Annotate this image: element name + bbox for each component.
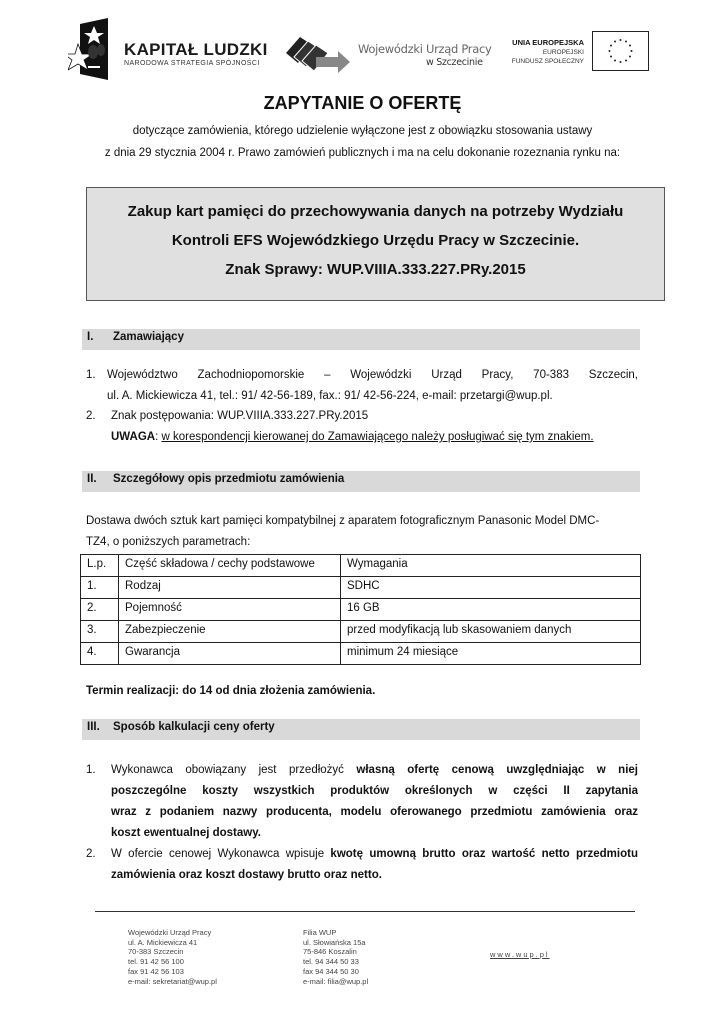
pricing-item-1-line-4: koszt ewentualnej dostawy.	[111, 827, 261, 839]
eu-flag-icon	[592, 31, 649, 71]
cell-lp: 3.	[81, 621, 119, 643]
pricing-item-2-plain: W ofercie cenowej Wykonawca wpisuje	[111, 848, 331, 860]
wup-subtitle: w Szczecinie	[426, 57, 483, 68]
section-number: II.	[87, 473, 97, 485]
pricing-item-1-line-3: wraz z podaniem nazwy producenta, modelu oferowanego przedmiotu zamówienia oraz	[111, 806, 638, 818]
list-item-number: 2.	[86, 848, 96, 860]
table-header-row	[81, 555, 641, 577]
pricing-item-1-plain: Wykonawca obowiązany jest przedłożyć	[111, 764, 357, 776]
note-label: UWAGA	[111, 431, 156, 443]
note	[111, 431, 594, 443]
subject-box	[86, 187, 665, 301]
description-line-1: Dostawa dwóch sztuk kart pamięci kompatybilnej z aparatem fotograficznym Panasonic Model DMC-	[86, 515, 600, 527]
cell-component: Rodzaj	[119, 577, 341, 599]
wup-title: Wojewódzki Urząd Pracy	[358, 42, 492, 56]
list-item-number: 2.	[86, 410, 96, 422]
section-number: III.	[87, 721, 100, 733]
footer-email: e-mail: filia@wup.pl	[303, 976, 369, 986]
eu-subtitle-1: EUROPEJSKI	[542, 49, 584, 56]
footer-line: fax 91 42 56 103	[128, 966, 184, 976]
cell-requirement: przed modyfikacją lub skasowaniem danych	[341, 621, 641, 643]
header-component: Część składowa / cechy podstawowe	[119, 555, 341, 577]
footer-divider	[95, 911, 635, 912]
contracting-authority-line-1: Województwo Zachodniopomorskie – Wojewódzki Urząd Pracy, 70-383 Szczecin,	[107, 369, 638, 381]
cell-lp: 4.	[81, 643, 119, 665]
kapital-ludzki-subtitle: NARODOWA STRATEGIA SPÓJNOŚCI	[124, 60, 260, 67]
note-text: w korespondencji kierowanej do Zamawiającego należy posługiwać się tym znakiem.	[161, 431, 594, 443]
section-header-kalkulacja	[82, 719, 640, 740]
section-number: I.	[87, 331, 94, 343]
footer-address-koszalin	[303, 928, 368, 986]
table-row	[81, 621, 641, 643]
note-separator: :	[155, 431, 162, 443]
pricing-item-1-bold: własną ofertę cenową uwzględniając w niej	[356, 764, 638, 776]
table-row	[81, 643, 641, 665]
footer-address-szczecin	[128, 928, 217, 986]
header-requirements: Wymagania	[341, 555, 641, 577]
wup-logo-icon	[286, 33, 352, 75]
intro-line-1: dotyczące zamówienia, którego udzielenie wyłączone jest z obowiązku stosowania ustawy	[132, 125, 593, 137]
section-label: Szczegółowy opis przedmiotu zamówienia	[113, 473, 345, 485]
footer-line: tel. 91 42 56 100	[128, 957, 184, 967]
pricing-item-1-line-2: poszczególne koszty wszystkich produktów określonych w części II zapytania	[111, 785, 638, 797]
intro-line-2: z dnia 29 stycznia 2004 r. Prawo zamówień publicznych i ma na celu dokonanie rozeznania rynku na:	[104, 147, 621, 159]
cell-component: Zabezpieczenie	[119, 621, 341, 643]
section-label: Zamawiający	[113, 331, 184, 343]
pricing-item-2-line-2: zamówienia oraz koszt dostawy brutto oraz netto.	[111, 869, 382, 881]
subject-line-1: Zakup kart pamięci do przechowywania danych na potrzeby Wydziału	[127, 203, 624, 220]
cell-lp: 2.	[81, 599, 119, 621]
footer-line: ul. A. Mickiewicza 41	[128, 937, 198, 947]
kapital-ludzki-title: KAPITAŁ LUDZKI	[124, 40, 268, 59]
cell-component: Gwarancja	[119, 643, 341, 665]
header-lp: L.p.	[81, 555, 119, 577]
kapital-ludzki-logo-icon	[68, 18, 118, 80]
pricing-item-1-line-1	[111, 764, 638, 776]
description-line-2: TZ4, o poniższych parametrach:	[86, 536, 251, 548]
delivery-deadline: Termin realizacji: do 14 od dnia złożenia zamówienia.	[86, 685, 376, 697]
footer-line: Filia WUP	[303, 928, 337, 937]
footer-line: 70-383 Szczecin	[128, 947, 184, 957]
footer-email: e-mail: sekretariat@wup.pl	[128, 976, 217, 986]
cell-requirement: SDHC	[341, 577, 641, 599]
table-row	[81, 599, 641, 621]
pricing-item-2-line-1	[111, 848, 638, 860]
pricing-item-2-bold: kwotę umowną brutto oraz wartość netto przedmiotu	[330, 848, 638, 860]
cell-component: Pojemność	[119, 599, 341, 621]
list-item-number: 1.	[86, 764, 96, 776]
footer-line: tel. 94 344 50 33	[303, 957, 359, 967]
contracting-authority-line-2: ul. A. Mickiewicza 41, tel.: 91/ 42-56-189, fax.: 91/ 42-56-224, e-mail: przetargi@wup.pl.	[107, 390, 553, 402]
page-title: ZAPYTANIE O OFERTĘ	[263, 93, 462, 113]
subject-line-2: Kontroli EFS Wojewódzkiego Urzędu Pracy w Szczecinie.	[171, 232, 580, 249]
list-item-number: 1.	[86, 369, 96, 381]
footer-line: 75-846 Koszalin	[303, 947, 357, 957]
section-header-zamawiajacy	[82, 329, 640, 350]
case-number: Znak Sprawy: WUP.VIIIA.333.227.PRy.2015	[225, 261, 526, 278]
eu-title: UNIA EUROPEJSKA	[512, 38, 584, 47]
eu-subtitle-2: FUNDUSZ SPOŁECZNY	[511, 58, 584, 65]
spec-table	[80, 554, 641, 665]
cell-requirement: 16 GB	[341, 599, 641, 621]
section-header-opis-przedmiotu	[82, 471, 640, 492]
cell-lp: 1.	[81, 577, 119, 599]
table-row	[81, 577, 641, 599]
procedure-number: Znak postępowania: WUP.VIIIA.333.227.PRy.2015	[111, 410, 369, 422]
footer-line: ul. Słowiańska 15a	[303, 937, 366, 947]
footer-line: Wojewódzki Urząd Pracy	[128, 928, 212, 937]
cell-requirement: minimum 24 miesiące	[341, 643, 641, 665]
footer-website-link[interactable]: www.wup.pl	[490, 950, 550, 959]
footer-line: fax 94 344 50 30	[303, 966, 359, 976]
section-label: Sposób kalkulacji ceny oferty	[113, 721, 275, 733]
